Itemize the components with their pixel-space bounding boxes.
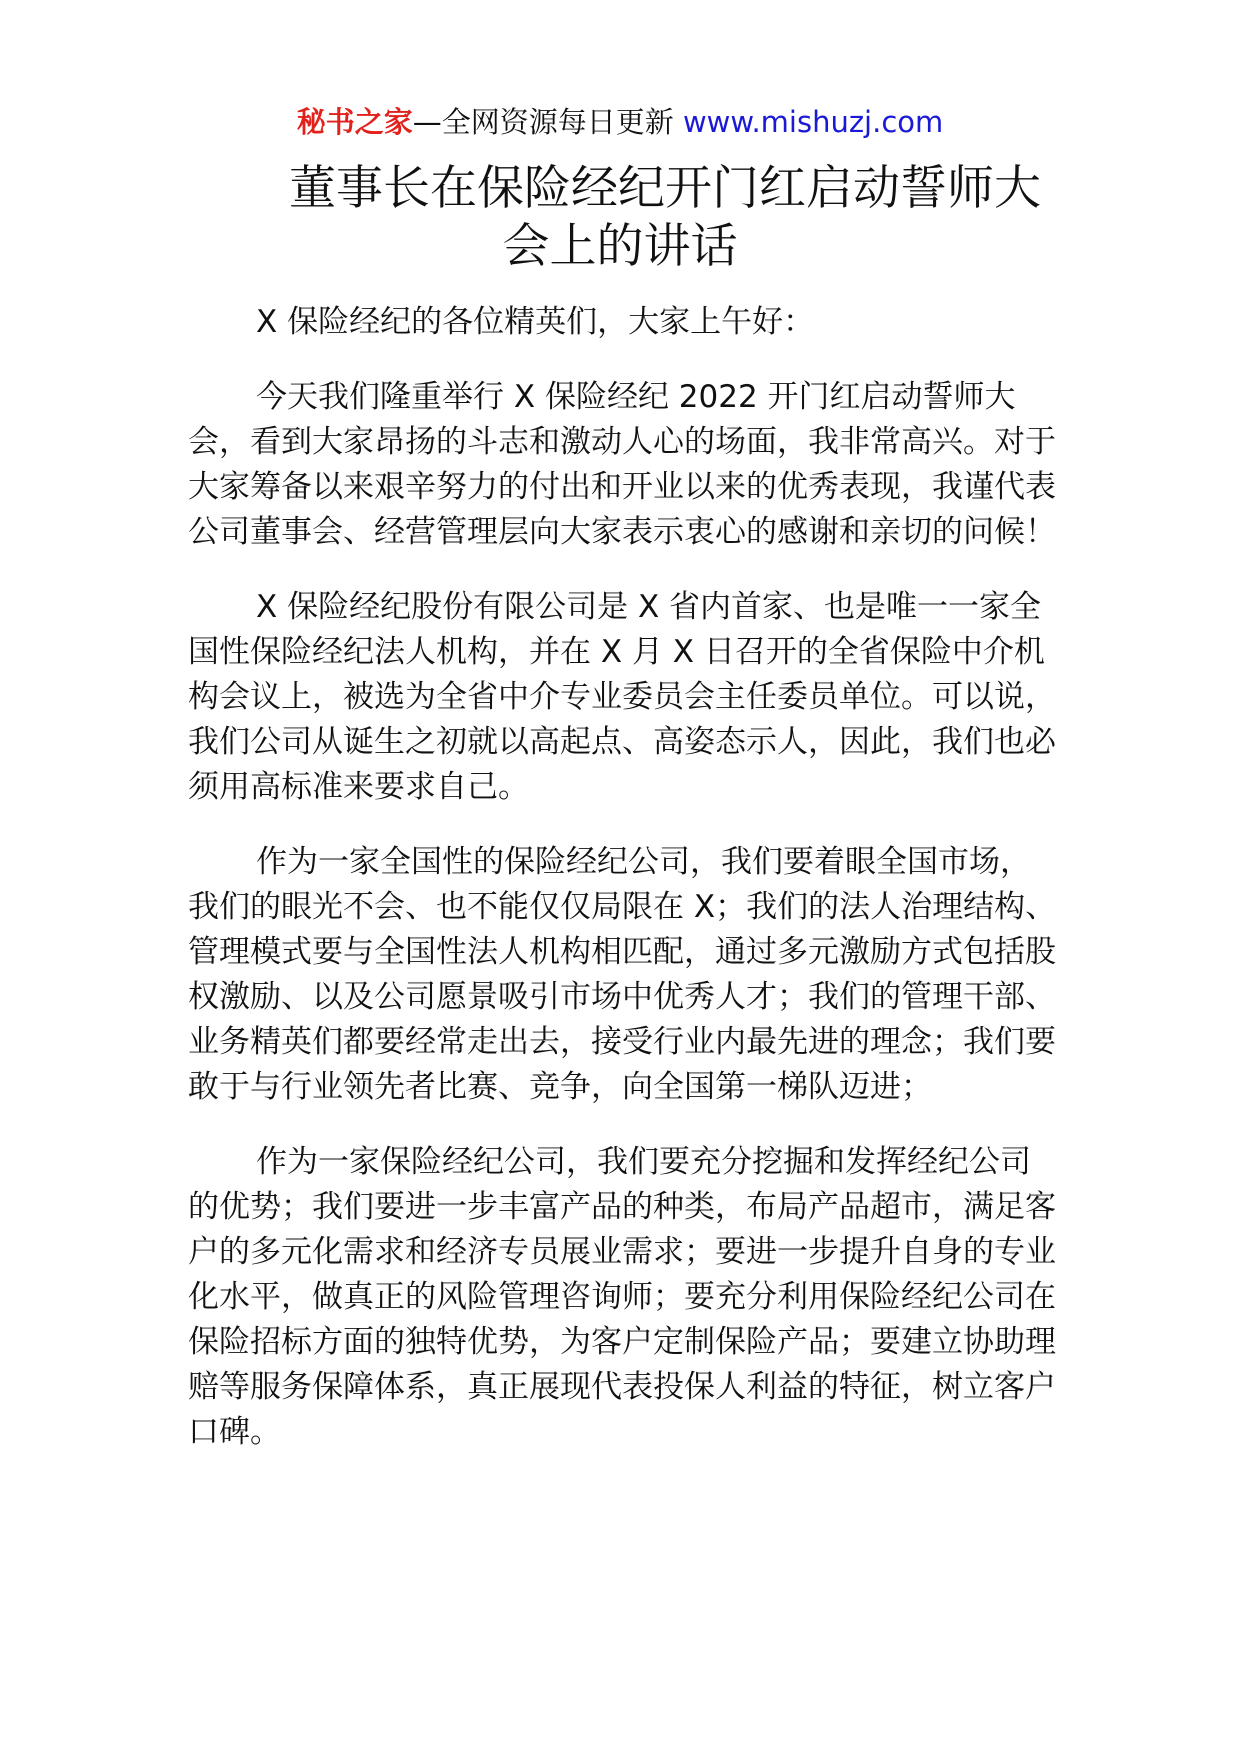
site-url-link[interactable]: www.mishuzj.com <box>682 105 944 139</box>
greeting-paragraph: X 保险经纪的各位精英们，大家上午好： <box>256 304 815 340</box>
body-paragraph: 今天我们隆重举行 X 保险经纪 2022 开门红启动誓师大会，看到大家昂扬的斗志和激动人心的场面，我非常高兴。对于大家筹备以来艰辛努力的付出和开业以来的优秀表现，我谨代表公司董事会、经营管理层向大家表示衷心的感谢和亲切的问候！ <box>188 379 1056 550</box>
header-tagline: —全网资源每日更新 <box>412 105 674 139</box>
brand-name: 秘书之家 <box>296 105 413 139</box>
title-line-2: 会上的讲话 <box>502 219 738 274</box>
body-paragraph: 作为一家全国性的保险经纪公司，我们要着眼全国市场，我们的眼光不会、也不能仅仅局限在 X；我们的法人治理结构、管理模式要与全国性法人机构相匹配，通过多元激励方式包括股权激励、以及公司愿景吸引市场中优秀人才；我们的管理干部、业务精英们都要经常走出去，接受行业内最先进的理念；我们要敢于与行业领先者比赛、竞争，向全国第一梯队迈进； <box>188 844 1057 1105</box>
title-line-1: 董事长在保险经纪开门红启动誓师大 <box>289 161 1041 216</box>
body-paragraph: 作为一家保险经纪公司，我们要充分挖掘和发挥经纪公司的优势；我们要进一步丰富产品的种类，布局产品超市，满足客户的多元化需求和经济专员展业需求；要进一步提升自身的专业化水平，做真正的风险管理咨询师；要充分利用保险经纪公司在保险招标方面的独特优势，为客户定制保险产品；要建立协助理赔等服务保障体系，真正展现代表投保人利益的特征，树立客户口碑。 <box>188 1144 1056 1450</box>
site-header <box>0 100 1240 144</box>
document-title <box>0 160 1240 276</box>
document-body <box>188 300 1058 1485</box>
body-paragraph: X 保险经纪股份有限公司是 X 省内首家、也是唯一一家全国性保险经纪法人机构，并在 X 月 X 日召开的全省保险中介机构会议上，被选为全省中介专业委员会主任委员单位。可以说，我们公司从诞生之初就以高起点、高姿态示人，因此，我们也必须用高标准来要求自己。 <box>188 589 1056 805</box>
